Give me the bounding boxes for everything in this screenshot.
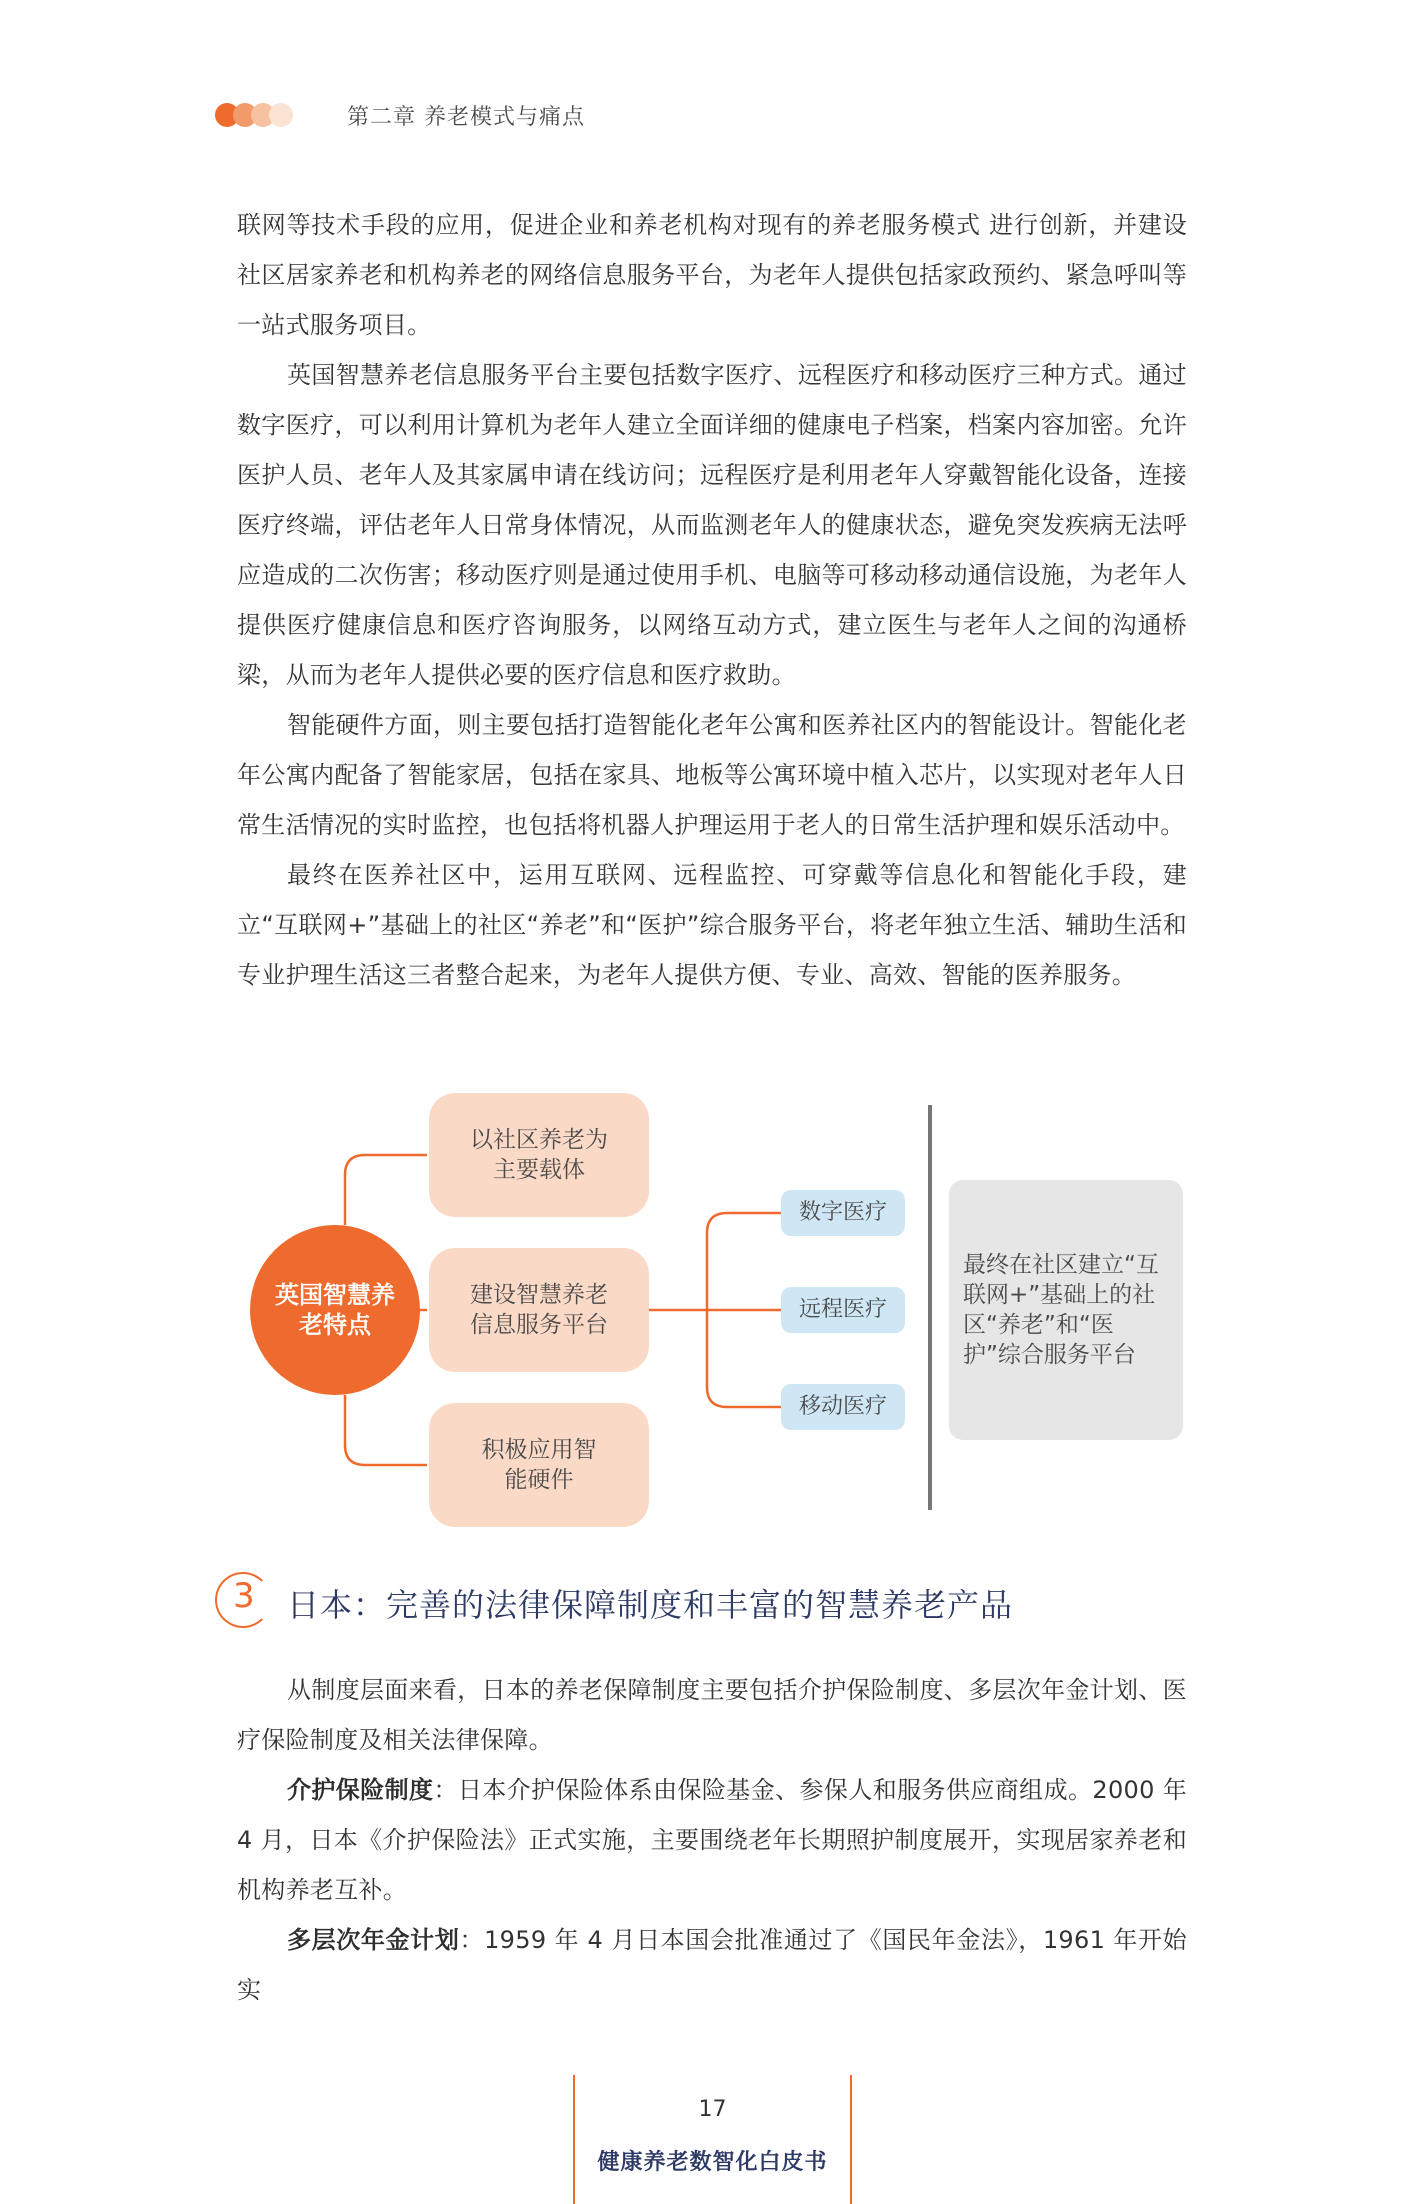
page-footer	[573, 2075, 852, 2204]
paragraph-2: 英国智慧养老信息服务平台主要包括数字医疗、远程医疗和移动医疗三种方式。通过数字医疗，可以利用计算机为老年人建立全面详细的健康电子档案，档案内容加密。允许医护人员、老年人及其家属申请在线访问；远程医疗是利用老年人穿戴智能化设备，连接医疗终端，评估老年人日常身体情况，从而监测老年人的健康状态，避免突发疾病无法呼应造成的二次伤害；移动医疗则是通过使用手机、电脑等可移动移动通信设施，为老年人提供医疗健康信息和医疗咨询服务，以网络互动方式，建立医生与老年人之间的沟通桥梁，从而为老年人提供必要的医疗信息和医疗救助。	[237, 361, 1187, 689]
diagram-item-mobile: 移动医疗	[781, 1384, 905, 1430]
page-number: 17	[698, 2097, 727, 2122]
diagram-branch-1: 以社区养老为主要载体	[429, 1093, 649, 1217]
section-paragraph-1	[237, 1665, 1187, 1765]
uk-smart-elderly-diagram	[237, 1090, 1187, 1530]
dot-4	[269, 103, 293, 127]
section-paragraph-1-text: 从制度层面来看，日本的养老保障制度主要包括介护保险制度、多层次年金计划、医疗保险制度及相关法律保障。	[237, 1676, 1187, 1754]
diagram-center-node: 英国智慧养老特点	[250, 1225, 420, 1395]
section-paragraph-3-text: ：1959 年 4 月日本国会批准通过了《国民年金法》，1961 年开始实	[237, 1926, 1187, 2004]
connector-item-1	[707, 1213, 781, 1310]
body-text	[237, 200, 1187, 1000]
section-paragraph-2	[237, 1765, 1187, 1915]
section-paragraph-3	[237, 1915, 1187, 2015]
chapter-title: 第二章 养老模式与痛点	[347, 105, 585, 130]
term-care-insurance-label: 介护保险制度	[287, 1776, 434, 1804]
paragraph-1: 联网等技术手段的应用，促进企业和养老机构对现有的养老服务模式 进行创新，并建设社区居家养老和机构养老的网络信息服务平台，为老年人提供包括家政预约、紧急呼叫等一站式服务项目。	[237, 211, 1187, 339]
publication-title: 健康养老数智化白皮书	[597, 2150, 828, 2175]
connector-branch-1	[345, 1155, 427, 1225]
decorative-dots	[215, 103, 295, 127]
diagram-item-remote: 远程医疗	[781, 1287, 905, 1333]
pension-plan-label: 多层次年金计划	[287, 1926, 460, 1954]
connector-branch-3	[345, 1395, 427, 1465]
paragraph-3: 智能硬件方面，则主要包括打造智能化老年公寓和医养社区内的智能设计。智能化老年公寓内配备了智能家居，包括在家具、地板等公寓环境中植入芯片，以实现对老年人日常生活情况的实时监控，也包括将机器人护理运用于老人的日常生活护理和娱乐活动中。	[237, 711, 1187, 839]
diagram-result-box: 最终在社区建立“互联网+”基础上的社区“养老”和“医护”综合服务平台	[949, 1180, 1183, 1440]
diagram-item-digital: 数字医疗	[781, 1190, 905, 1236]
connector-item-3	[707, 1310, 781, 1407]
diagram-branch-2: 建设智慧养老信息服务平台	[429, 1248, 649, 1372]
diagram-branch-3: 积极应用智能硬件	[429, 1403, 649, 1527]
section-paragraph-2-text: ：日本介护保险体系由保险基金、参保人和服务供应商组成。2000 年 4 月，日本《介护保险法》正式实施，主要围绕老年长期照护制度展开，实现居家养老和机构养老互补。	[237, 1776, 1187, 1904]
section-body-text	[237, 1665, 1187, 2015]
section-number: 3	[233, 1576, 255, 1616]
paragraph-4: 最终在医养社区中，运用互联网、远程监控、可穿戴等信息化和智能化手段，建立“互联网+”基础上的社区“养老”和“医护”综合服务平台，将老年独立生活、辅助生活和专业护理生活这三者整合起来，为老年人提供方便、专业、高效、智能的医养服务。	[237, 861, 1187, 989]
section-title: 日本：完善的法律保障制度和丰富的智慧养老产品	[287, 1586, 1014, 1624]
